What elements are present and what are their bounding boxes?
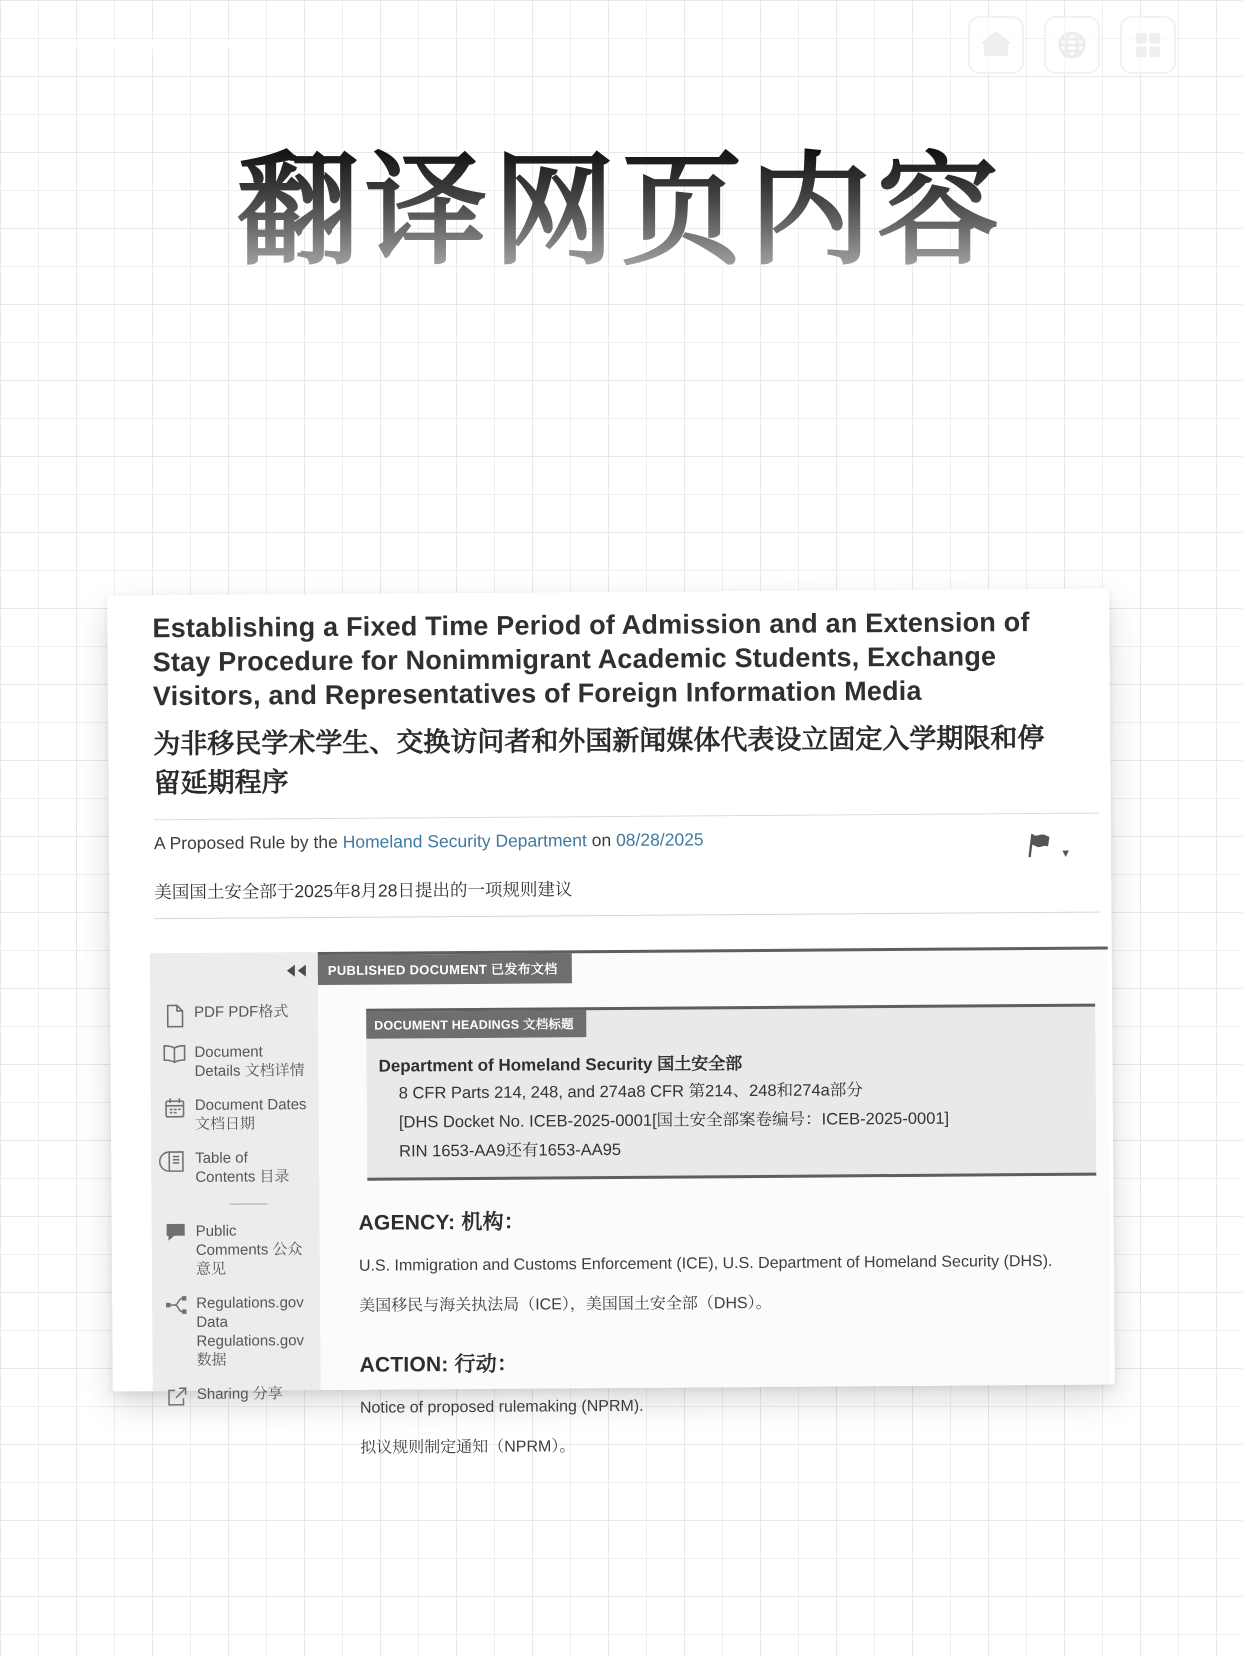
home-icon bbox=[979, 28, 1013, 62]
globe-icon bbox=[1055, 28, 1089, 62]
sidebar-label: Sharing 分享 bbox=[196, 1385, 283, 1403]
sidebar-item-regulations-gov-data[interactable] bbox=[164, 1293, 313, 1370]
agency-heading: AGENCY: 机构： bbox=[358, 1210, 526, 1235]
watermark bbox=[76, 40, 288, 49]
sidebar-divider bbox=[229, 1203, 267, 1204]
flag-menu-button[interactable] bbox=[1022, 831, 1071, 859]
flag-icon bbox=[1022, 831, 1056, 859]
sidebar-item-pdf[interactable] bbox=[162, 1002, 310, 1028]
page-title: 翻译网页内容 bbox=[0, 138, 1242, 284]
byline bbox=[154, 829, 704, 854]
agency-text-english: U.S. Immigration and Customs Enforcement (ICE), U.S. Department of Homeland Security (DHS). bbox=[358, 1252, 1053, 1275]
agency-link[interactable]: Homeland Security Department bbox=[342, 830, 587, 852]
headings-department: Department of Homeland Security 国土安全部 bbox=[378, 1054, 743, 1076]
open-book-icon bbox=[162, 1044, 186, 1064]
document-headings-box bbox=[366, 1004, 1096, 1181]
divider bbox=[154, 912, 1099, 920]
sidebar-label: PDF PDF格式 bbox=[194, 1003, 289, 1021]
document-card bbox=[107, 589, 1115, 1457]
rule-title-english: Establishing a Fixed Time Period of Admission and an Extension of Stay Procedure for Nonimmigrant Academic Students, Exchange Visitors, and Representatives of Foreign Information Media bbox=[152, 607, 1030, 712]
headings-cfr-parts: 8 CFR Parts 214, 248, and 274a8 CFR 第214、248和274a部分 bbox=[398, 1081, 863, 1103]
chevron-down-icon: ▼ bbox=[1060, 847, 1072, 860]
sidebar-item-document-details[interactable] bbox=[162, 1042, 310, 1081]
document-headings-banner: DOCUMENT HEADINGS 文档标题 bbox=[366, 1010, 586, 1039]
globe-button[interactable] bbox=[1044, 16, 1100, 74]
sidebar-label: Document Dates 文档日期 bbox=[194, 1096, 307, 1133]
headings-docket-number: [DHS Docket No. ICEB-2025-0001[国土安全部案卷编号：ICEB-2025-0001] bbox=[398, 1109, 950, 1132]
collapse-sidebar-button[interactable] bbox=[286, 964, 308, 982]
sidebar-label: Regulations.gov Data Regulations.gov 数据 bbox=[196, 1294, 305, 1369]
book-icon bbox=[163, 1150, 187, 1173]
apps-grid-icon bbox=[1131, 28, 1165, 62]
agency-text-chinese: 美国移民与海关执法局（ICE），美国国土安全部（DHS）。 bbox=[359, 1294, 772, 1315]
headings-rin: RIN 1653-AA9还有1653-AA95 bbox=[399, 1140, 622, 1161]
action-text-chinese: 拟议规则制定通知（NPRM）。 bbox=[360, 1438, 576, 1457]
action-text-english: Notice of proposed rulemaking (NPRM). bbox=[359, 1397, 644, 1417]
sidebar-label: Document Details 文档详情 bbox=[194, 1043, 305, 1080]
double-chevron-left-icon bbox=[286, 964, 308, 977]
share-icon bbox=[165, 1386, 189, 1407]
sidebar-label: Public Comments 公众意见 bbox=[195, 1222, 303, 1278]
published-document-banner: PUBLISHED DOCUMENT 已发布文档 bbox=[318, 953, 572, 985]
home-button[interactable] bbox=[968, 16, 1024, 74]
speech-bubble-icon bbox=[164, 1223, 188, 1242]
byline-chinese: 美国国土安全部于2025年8月28日提出的一项规则建议 bbox=[154, 879, 573, 903]
sidebar-item-sharing[interactable] bbox=[165, 1384, 313, 1407]
sidebar-item-document-dates[interactable] bbox=[163, 1095, 311, 1134]
viewer-sidebar bbox=[150, 952, 321, 1403]
byline-prefix: A Proposed Rule by the bbox=[153, 831, 343, 854]
date-link[interactable]: 08/28/2025 bbox=[615, 829, 704, 850]
sidebar-label: Table of Contents 目录 bbox=[195, 1149, 290, 1186]
rule-title-chinese: 为非移民学术学生、交换访问者和外国新闻媒体代表设立固定入学期限和停留延期程序 bbox=[153, 722, 1045, 799]
viewer-content bbox=[318, 947, 1111, 1457]
document-viewer bbox=[150, 947, 1111, 1457]
pdf-file-icon bbox=[162, 1004, 186, 1028]
sidebar-item-public-comments[interactable] bbox=[164, 1221, 312, 1279]
sidebar-item-table-of-contents[interactable] bbox=[163, 1148, 311, 1187]
byline-on: on bbox=[586, 829, 617, 851]
apps-button[interactable] bbox=[1120, 16, 1176, 74]
calendar-icon bbox=[163, 1097, 187, 1119]
action-heading: ACTION: 行动： bbox=[359, 1352, 519, 1377]
data-network-icon bbox=[164, 1295, 188, 1315]
topbar bbox=[968, 16, 1176, 74]
